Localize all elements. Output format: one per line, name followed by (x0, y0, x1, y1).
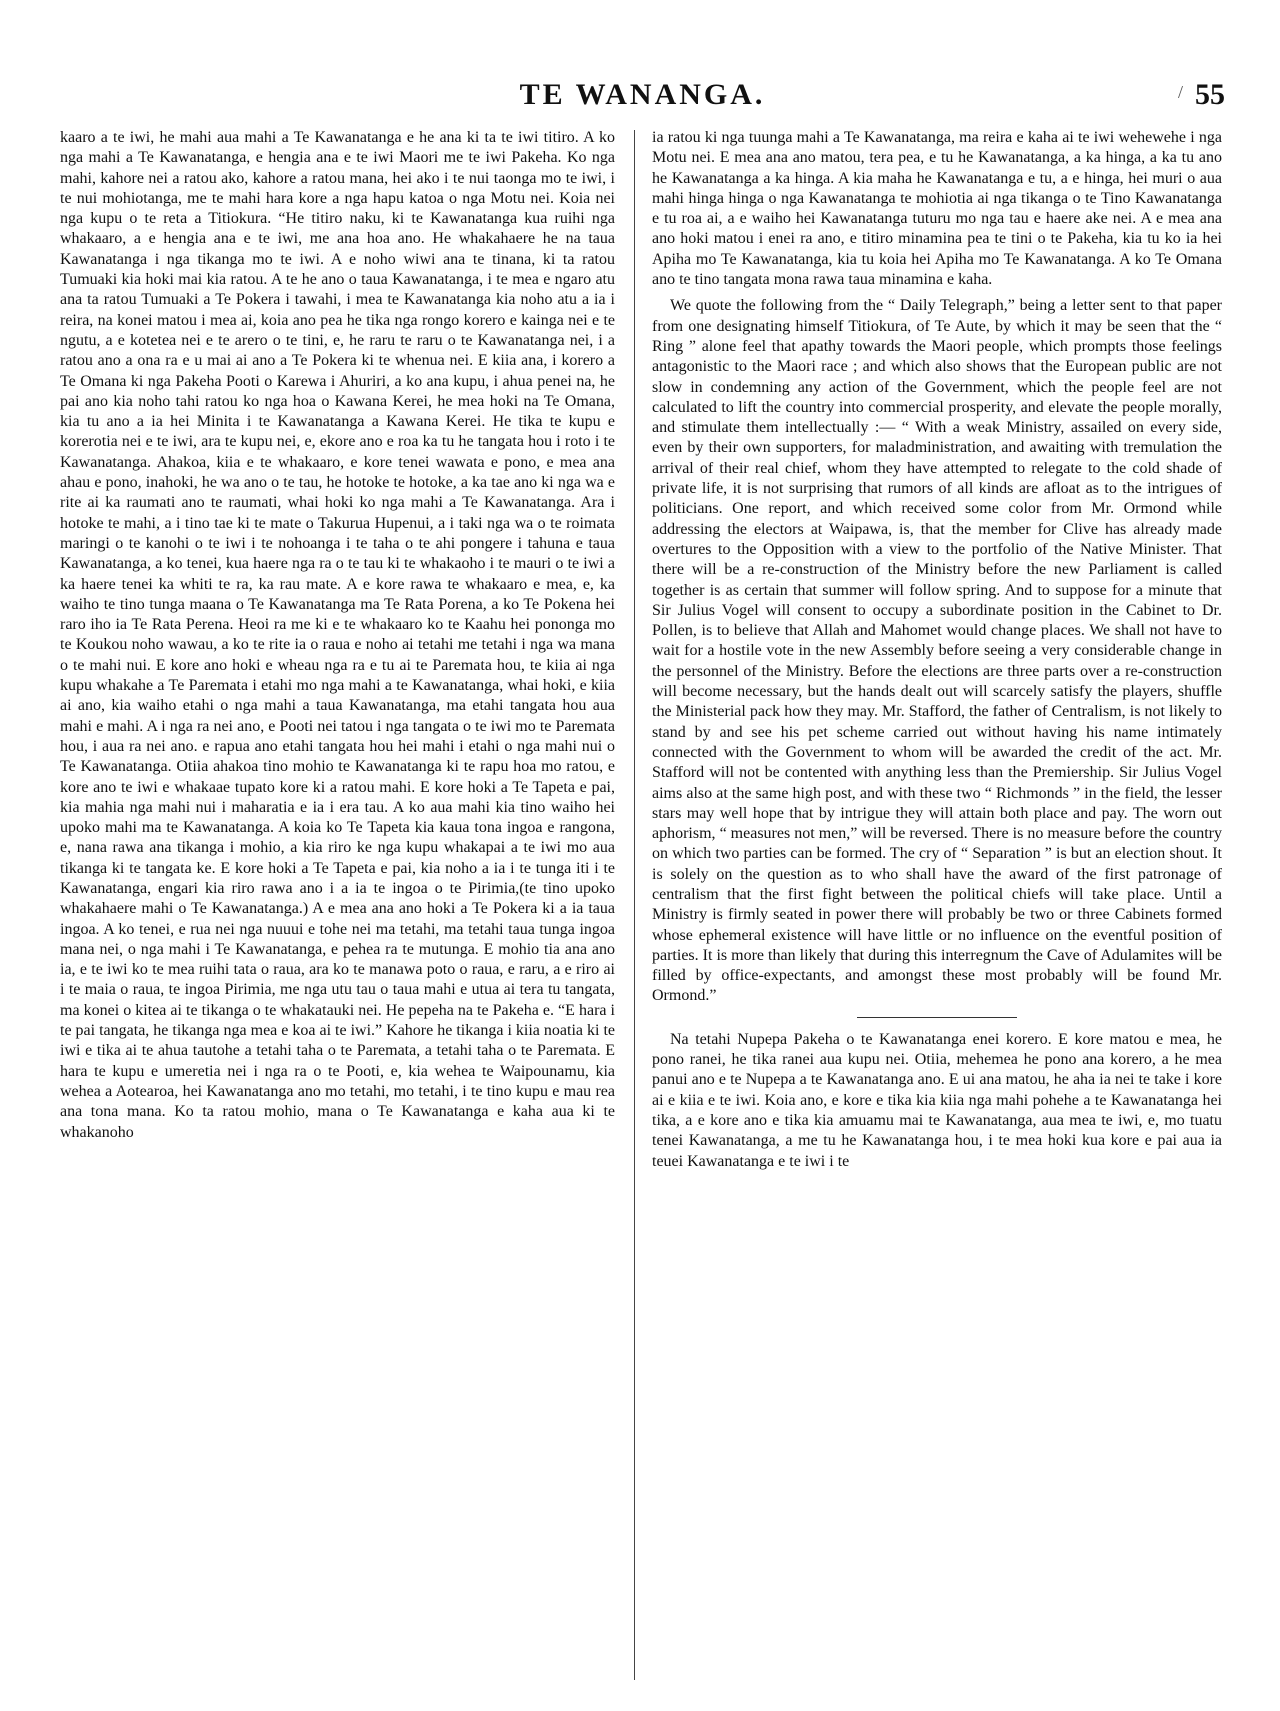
page-number: 55 (1195, 78, 1225, 111)
column-divider (634, 130, 635, 1680)
article-separator (857, 1017, 1017, 1018)
newspaper-title: TE WANANGA. (519, 78, 766, 111)
margin-mark: / (1178, 82, 1184, 102)
maori-commentary-article: Na tetahi Nupepa Pakeha o te Kawanatanga enei korero. E kore matou e mea, he pono ranei, he tika ranei aua kupu nei. Otiia, mehemea he pono ana korero, a he mea panui ano e te Nupepa a te Kawanatanga ano. E ui ana matou, he aha ia nei te take i kore ai e kiia e te iwi. Koia ano, e kore e tika kia kiia nga mahi pohehe a te Kawanatanga hei tika, a e kore ano e tika kia amuamu mai te Kawanatanga, aua mea te iwi, e, mo tuatu tenei Kawanatanga, a me tu he Kawanatanga hou, i te mea hoki kua kore e pai aua ia teuei Kawanatanga e te iwi i te (652, 1030, 1222, 1170)
english-quote-article: We quote the following from the “ Daily Telegraph,” being a letter sent to that paper from one designating himself Titiokura, of Te Aute, by which it may be seen that the “ Ring ” alone feel that apathy towards the Maori people, which prompts those feelings antagonistic to the Maori race ; and which also shows that the European public are not slow in condemning any action of the Government, which the people feel are not calculated to lift the country into commercial prosperity, and elevate the people morally, and stimulate them intellectually :— “ With a weak Ministry, assailed on every side, even by their own supporters, for maladministration, and awaiting with tremulation the arrival of their real chief, whom they have attempted to relegate to the cold shade of private life, it is not surprising that rumors of all kinds are afloat as to the intrigues of politicians. One report, and which received some color from Mr. Ormond while addressing the electors at Waipawa, is, that the member for Clive has already made overtures to the Opposition with a view to the portfolio of the Native Minister. That there will be a re-construction of the Ministry before the new Parliament is called together is as certain that summer will follow spring. And to suppose for a minute that Sir Julius Vogel will consent to occupy a subordinate position in the Cabinet to Dr. Pollen, is to believe that Allah and Mahomet would change places. We shall not have to wait for a hostile vote in the new Assembly before seeing a very considerable change in the personnel of the Ministry. Before the elections are three parts over a re-construction will become necessary, but the hands dealt out will scarcely satisfy the players, shuffle the Ministerial pack how they may. Mr. Stafford, the father of Centralism, is not likely to stand by and see his pet scheme carried out without having his name intimately connected with the Government to whom will be awarded the credit of the act. Mr. Stafford will not be contented with anything less than the Premiership. Sir Julius Vogel aims also at the same high post, and with these two “ Richmonds ” in the field, the lesser stars may well hope that by intrigue they will attain both place and pay. The worn out aphorism, “ measures not men,” will be reversed. There is no measure before the country on which two parties can be formed. The cry of “ Separation ” is but an election shout. It is solely on the question as to who shall have the award of the first patronage of centralism that the first fight between the political chiefs will take place. Until a Ministry is firmly seated in power there will probably be two or three Cabinets formed whose ephemeral existence will have little or no influence on the eventful position of parties. It is more than likely that during this interregnum the Cave of Adulamites will be filled by office-expectants, and amongst these most probably will be found Mr. Ormond.” (652, 297, 1222, 1005)
page-header (60, 78, 1225, 122)
left-column (60, 128, 615, 1683)
right-column (652, 128, 1222, 1683)
maori-article-text: kaaro a te iwi, he mahi aua mahi a Te Kawanatanga e he ana ki ta te iwi titiro. A ko nga mahi a Te Kawanatanga, e hengia ana e te iwi Maori me te iwi Pakeha. Ko nga mahi, kahore nei a ratou ako, kahore a ratou mana, hei ako i te nui taonga mo te iwi, i te nui mohiotanga, me te mahi hara kore a nga hapu katoa o nga Motu nei. Koia nei nga kupu o te reta a Titiokura. “He titiro naku, ki te Kawanatanga kua ruihi nga whakaaro, a e hengia ana e te iwi, me ana hoa ano. He whakahaere he na taua Kawanatanga i nga tikanga mo te iwi. A e noho wiwi ana te tinana, ki ta ratou Tumuaki kia hoki mai kia ratou. A te he ano o taua Kawanatanga, i te mea e ngaro atu ana ta ratou Tumuaki a Te Pokera i tawahi, i mea te Kawanatanga kia noho atu a ia i reira, na konei matou i mea ai, koia ano pea he tika nga rongo korero e kainga nei e te ngutu, a e kotetea nei e te arero o te tini, e, he raru te raru o te Kawanatanga nei, i a ratou ano a ona ra e u mai ai ano a Te Pokera ki te whenua nei. E kiia ana, i korero a Te Omana ki nga Pakeha Pooti o Karewa i Ahuriri, a ko ana kupu, i ahua penei na, he pai ano kia noho tahi ratou ko nga hoa o Kawana Kerei, he mea hoki na Te Omana, kia tu ano a ia hei Minita i te Kawanatanga a Kawana Kerei. He tika te kupu e korerotia nei e te iwi, ara te kupu nei, e, ekore ano e roa ka tu he tangata hou i roto i te Kawanatanga. Ahakoa, kiia e te whakaaro, e kore tenei wawata e pono, e mea ana ahau e pono, inahoki, he wa ano o te tau, he hotoke te hotoke, a ka tae ano ki nga wa e rite ai ka raumati ano te raumati, whai hoki ko nga mahi a Te Kawanatanga. Ara i hotoke te mahi, a i tino tae ki te mate o Takurua Hupenui, a i taki nga wa o te roimata maringi o te kanohi o te iwi i te nohoanga i te taha o te ahi pongere i tahuna e taua Kawanatanga, a ko tenei, kua haere nga ra o te tau ki te whakaoho i te mauri o te iwi a ka haere tenei ka whiti te ra, ka rau mate. A e kore rawa te whakaaro e mea, e, ka waiho te tino tunga maana o Te Kawanatanga ma Te Rata Porena, a ko Te Pokena hei raro iho ia Te Rata Perena. Heoi ra me ki e te whakaaro ko te Kaahu hei pononga mo te Koukou noho wawau, a ko te rite ia o raua e noho ai tetahi me tetahi i nga wa mana o te mahi nui. E kore ano hoki e wheau nga ra e tu ai te Paremata hou, te kiia ai nga kupu whakahe a Te Paremata i etahi mo nga mahi a te Kawanatanga, whai hoki, e kiia ai ano, kia waiho etahi o nga mahi a taua Kawanatanga, ma etahi tangata hou aua mahi e mahi. A i nga ra nei ano, e Pooti nei tatou i nga tangata o te iwi mo te Paremata hou, i aua ra nei ano. e rapua ano etahi tangata hou hei mahi i etahi o nga mahi nui o Te Kawanatanga. Otiia ahakoa tino mohio te Kawanatanga ki te rapu hoa mo ratou, e kore ano te iwi e whakaae tupato kore ki a ratou mahi. E kore hoki a Te Tapeta e pai, kia mahia nga mahi nui i maharatia e ia i era tau. A ko aua mahi kia tino waiho hei upoko mahi ma te Kawanatanga. A koia ko Te Tapeta kia kaua tona ingoa e rangona, e, nana rawa ana tikanga i mohio, a kia riro ke nga kupu whakapai a te iwi mo aua tikanga ki te tangata ke. E kore hoki a Te Tapeta e pai, kia noho a ia i te tunga iti i te Kawanatanga, engari kia riro rawa ano i a ia te ingoa o te Pirimia,(te tino upoko whakahaere mahi o Te Kawanatanga.) A e mea ana ano hoki a Te Pokera ki a ia taua ingoa. A ko tenei, e rua nei nga nuuui e tohe nei ma tetahi, ma tetahi taua tunga ingoa mana nei, o nga mahi i Te Kawanatanga, e pehea ra te mutunga. E mohio tia ana ano ia, e te iwi ko te mea ruihi tata o raua, ara ko te manawa poto o raua, e raru, a e riro ai i te maia o raua, te ingoa Pirimia, me nga utu tau o taua mahi e utua ai tera tu tangata, ma konei o kitea ai te tikanga o te whakatauki nei. He pepeha na te Pakeha e. “E hara i te pai tangata, he tikanga nga mea e koa ai te iwi.” Kahore he tikanga i kiia noatia ki te iwi e tika ai te ahua tautohe a tetahi taha o te Paremata, a tetahi taha o te Paremata. E hara te kupu e umeretia nei i nga ra o te Pooti, e, kia wehea te Waipounamu, kia wehea a Aotearoa, hei Kawanatanga ano mo tetahi, mo tetahi, i te tino kupu e mau rea ana tona mana. Ko ta ratou mohio, mana o Te Kawanatanga e kaha aua ki te whakanoho (60, 129, 615, 1141)
maori-article-continuation: ia ratou ki nga tuunga mahi a Te Kawanatanga, ma reira e kaha ai te iwi wehewehe i nga Motu nei. E mea ana ano matou, tera pea, e tu he Kawanatanga, a ka hinga, a ka tu ano he Kawanatanga a ka hinga. A kia maha he Kawanatanga e tu, a e hinga, hei muri o aua mahi hinga hinga o nga Kawanatanga te mohiotia ai nga tikanga o te Tino Kawanatanga e tu roa ai, a e waiho hei Kawanatanga tuturu mo nga tau e haere ake nei. A e mea ana ano hoki matou i enei ra ano, e titiro minamina pea te tini o te Pakeha, kia tu ko ia hei Apiha mo Te Kawanatanga, kia tu koia hei Apiha mo Te Kawanatanga. A ko Te Omana ano te tino tangata mona rawa taua minamina e kaha. (652, 129, 1222, 289)
